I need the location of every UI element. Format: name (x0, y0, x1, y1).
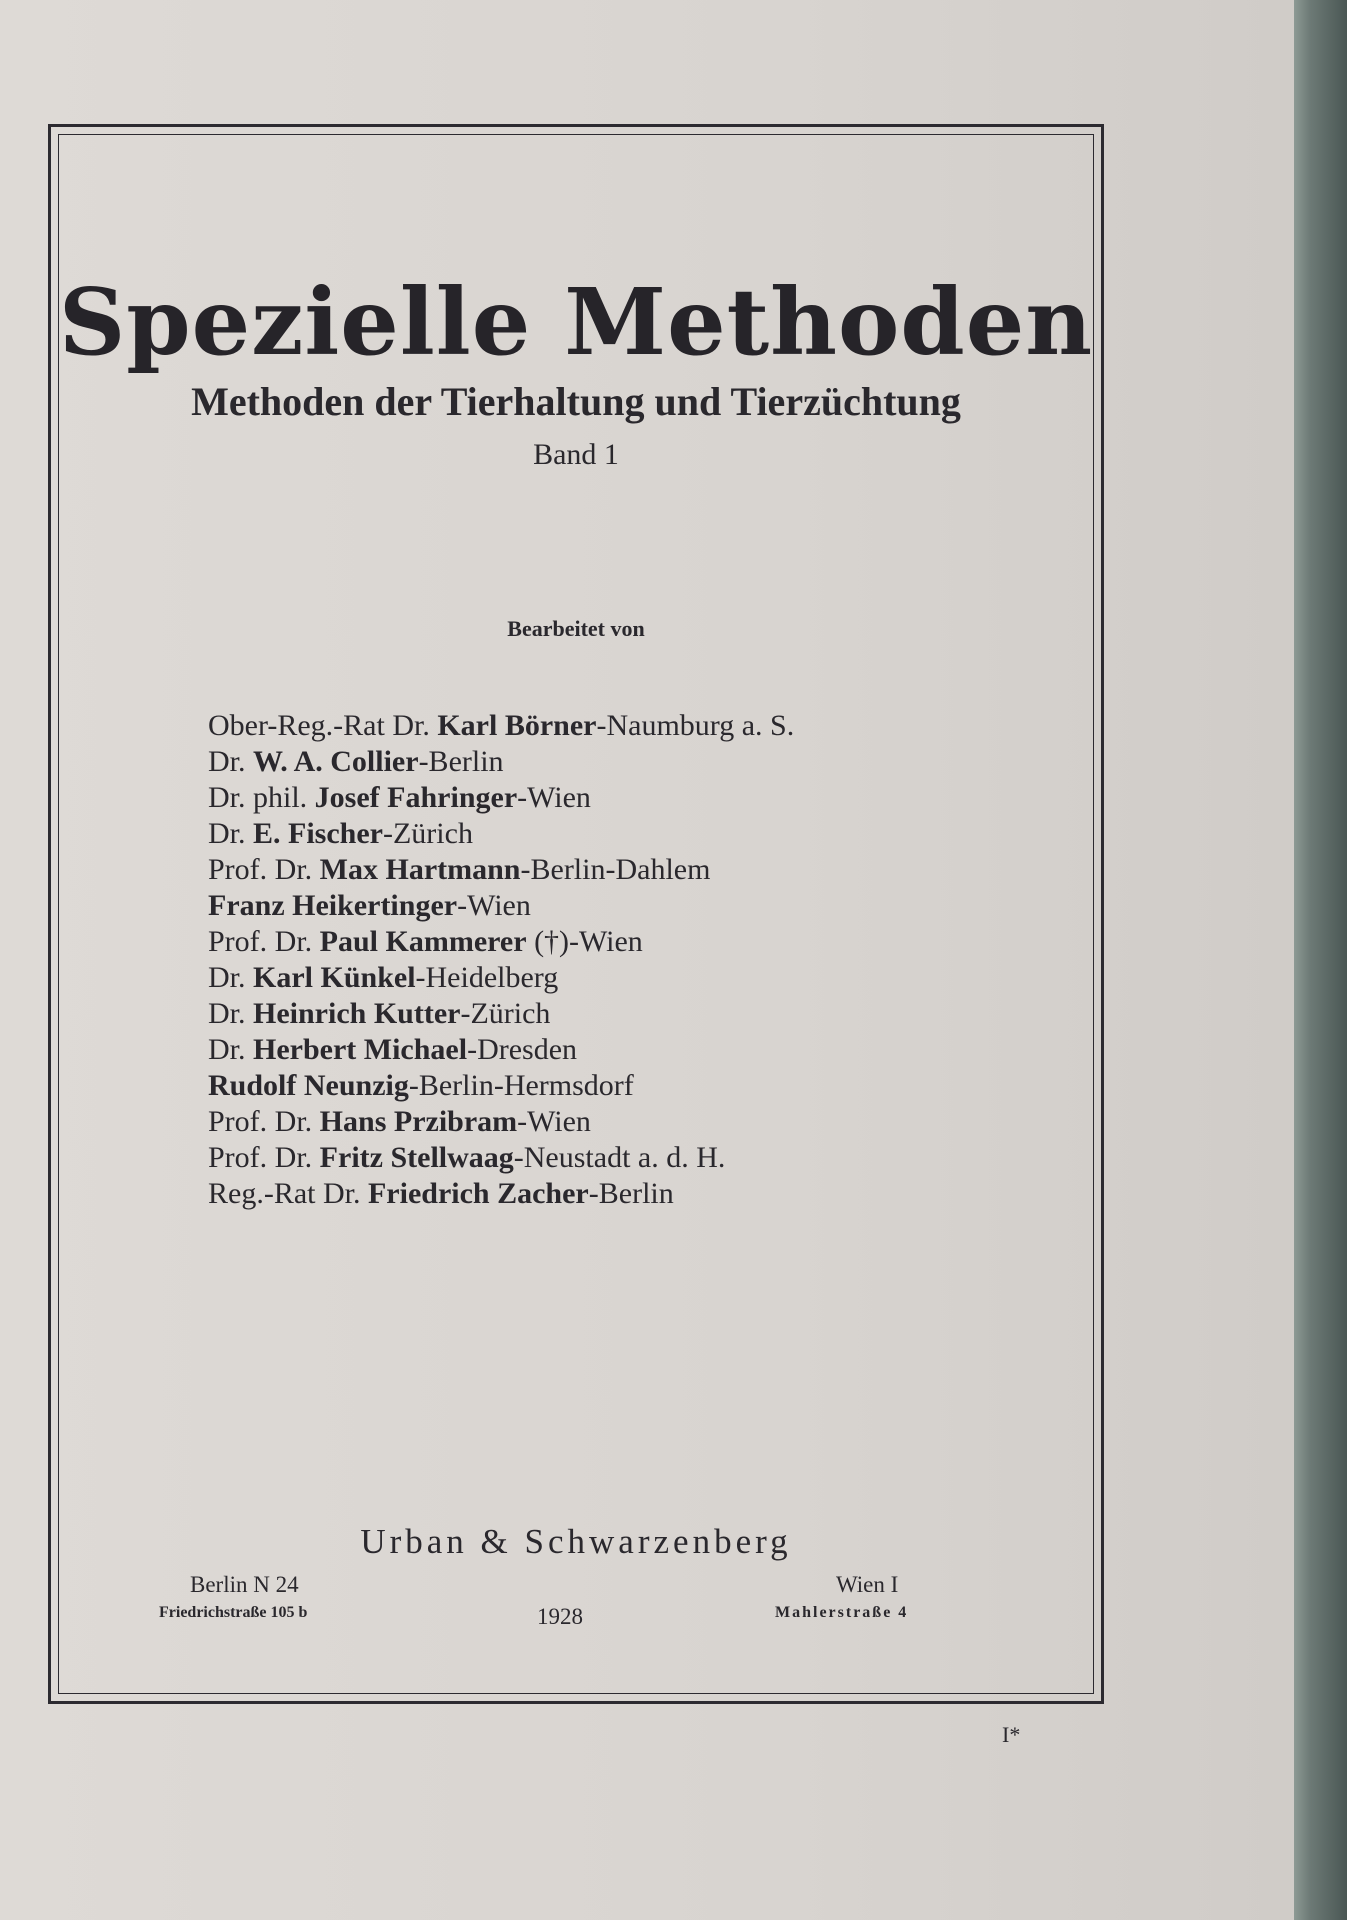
contributor-item (208, 1176, 794, 1212)
contributor-title: Dr. (208, 817, 253, 850)
contributor-title: Ober-Reg.-Rat Dr. (208, 709, 438, 742)
contributor-place: -Berlin (418, 745, 504, 778)
volume-label: Band 1 (533, 438, 619, 471)
page-marker: I* (1002, 1722, 1021, 1747)
contributor-item (208, 816, 794, 852)
publisher-name: Urban & Schwarzenberg (360, 1522, 792, 1561)
edited-by-label: Bearbeitet von (507, 616, 645, 641)
contributor-name: Heinrich Kutter (253, 997, 461, 1030)
vienna-city: Wien I (836, 1572, 899, 1597)
contributor-list (208, 708, 794, 1212)
contributor-item (208, 996, 794, 1032)
contributor-title: Dr. (208, 1033, 253, 1066)
contributor-title: Dr. (208, 997, 253, 1030)
berlin-street: Friedrichstraße 105 b (159, 1604, 308, 1621)
contributor-name: Fritz Stellwaag (319, 1141, 514, 1174)
contributor-name: Max Hartmann (319, 853, 521, 886)
contributor-title: Reg.-Rat Dr. (208, 1177, 368, 1210)
berlin-city: Berlin N 24 (190, 1572, 299, 1597)
contributor-place: -Naumburg a. S. (596, 709, 795, 742)
contributor-item (208, 852, 794, 888)
vienna-street: Mahlerstraße 4 (775, 1604, 909, 1621)
contributor-place: -Wien (517, 781, 591, 814)
contributor-title: Dr. phil. (208, 781, 315, 814)
contributor-item (208, 1104, 794, 1140)
contributor-item (208, 1068, 794, 1104)
contributor-name: Karl Börner (437, 709, 597, 742)
contributor-title: Prof. Dr. (208, 925, 320, 958)
contributor-item (208, 888, 794, 924)
book-spine (1294, 0, 1347, 1920)
contributor-place: -Wien (517, 1105, 591, 1138)
contributor-name: Karl Künkel (253, 961, 416, 994)
contributor-name: Josef Fahringer (314, 781, 518, 814)
publication-year: 1928 (537, 1604, 583, 1629)
contributor-title: Dr. (208, 745, 253, 778)
contributor-place: -Zürich (382, 817, 473, 850)
contributor-title: Prof. Dr. (208, 1105, 320, 1138)
contributor-name: Herbert Michael (253, 1033, 468, 1066)
contributor-name: Franz Heikertinger (208, 889, 458, 922)
contributor-place: -Dresden (467, 1033, 578, 1066)
contributor-place: -Neustadt a. d. H. (513, 1141, 726, 1174)
contributor-title: Prof. Dr. (208, 853, 320, 886)
contributor-item (208, 960, 794, 996)
contributor-place: -Berlin (588, 1177, 674, 1210)
contributor-title: Prof. Dr. (208, 1141, 320, 1174)
contributor-place: -Heidelberg (415, 961, 559, 994)
contributor-place: -Wien (457, 889, 531, 922)
contributor-place: -Zürich (460, 997, 551, 1030)
contributor-item (208, 744, 794, 780)
contributor-item (208, 1140, 794, 1176)
contributor-place: -Berlin-Dahlem (520, 853, 711, 886)
contributor-place: -Berlin-Hermsdorf (408, 1069, 634, 1102)
contributor-name: Rudolf Neunzig (208, 1069, 409, 1102)
contributor-item (208, 780, 794, 816)
contributor-item (208, 708, 794, 744)
contributor-name: W. A. Collier (253, 745, 419, 778)
contributor-item (208, 924, 794, 960)
contributor-name: E. Fischer (253, 817, 383, 850)
contributor-name: Paul Kammerer (319, 925, 527, 958)
contributor-item (208, 1032, 794, 1068)
contributor-name: Hans Przibram (319, 1105, 518, 1138)
contributor-name: Friedrich Zacher (367, 1177, 589, 1210)
book-subtitle: Methoden der Tierhaltung und Tierzüchtung (191, 379, 961, 424)
book-title: Spezielle Methoden (58, 268, 1094, 376)
contributor-place: (†)-Wien (526, 925, 643, 958)
contributor-title: Dr. (208, 961, 253, 994)
